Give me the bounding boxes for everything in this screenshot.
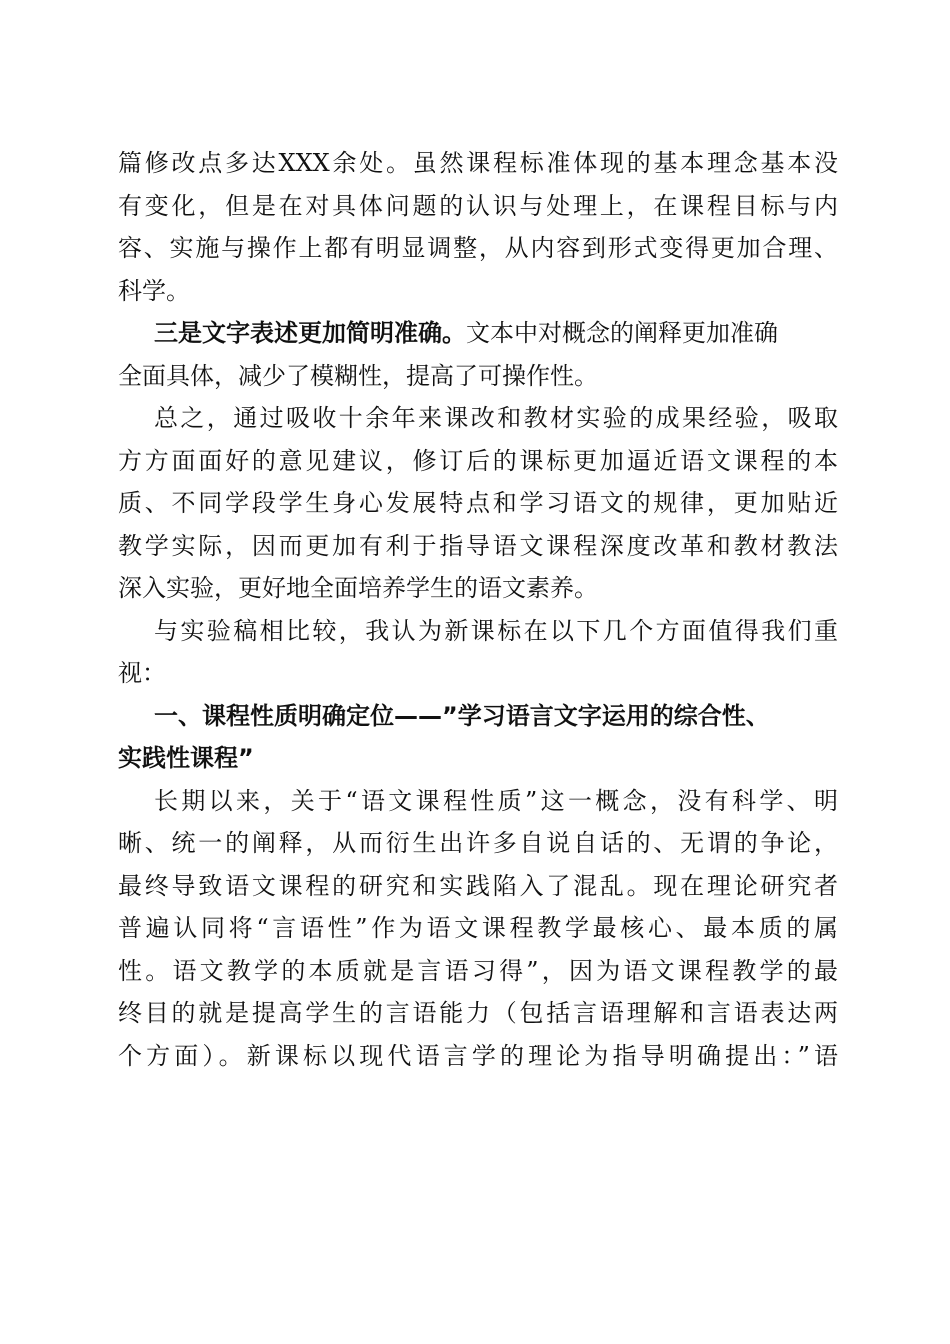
heading-line: 实践性课程” — [118, 744, 254, 772]
text-line: 个方面）。新课标以现代语言学的理论为指导明确提出：”语 — [118, 1041, 838, 1070]
section-heading — [118, 695, 838, 780]
paragraph-lead: 三是文字表述更加简明准确。 — [154, 318, 466, 347]
paragraph-summary — [118, 397, 838, 610]
text-line: 方方面面好的意见建议，修订后的课标更加逼近语文课程的本 — [118, 446, 838, 475]
text-line: 全面具体，减少了模糊性，提高了可操作性。 — [118, 361, 598, 390]
text-line: 教学实际，因而更加有利于指导语文课程深度改革和教材教法 — [118, 531, 838, 560]
document-page — [118, 142, 838, 1077]
text-line: 长期以来，关于“语文课程性质”这一概念，没有科学、明 — [154, 786, 838, 815]
paragraph-comparison-intro — [118, 610, 838, 695]
text-line: 性。语文教学的本质就是言语习得”，因为语文课程教学的最 — [118, 956, 838, 985]
text-line: 总之，通过吸收十余年来课改和教材实验的成果经验，吸取 — [154, 404, 838, 432]
text-line: 普遍认同将“言语性”作为语文课程教学最核心、最本质的属 — [118, 914, 838, 942]
text-line — [118, 312, 838, 355]
text-line: 与实验稿相比较，我认为新课标在以下几个方面值得我们重 — [154, 616, 838, 645]
text-line: 篇修改点多达XXX余处。虽然课程标准体现的基本理念基本没 — [118, 149, 838, 177]
paragraph-course-nature — [118, 780, 838, 1078]
text-line: 容、实施与操作上都有明显调整，从内容到形式变得更加合理、 — [118, 234, 838, 262]
text-line: 科学。 — [118, 276, 190, 305]
text-span: 文本中对概念的阐释更加准确 — [466, 319, 778, 347]
heading-line: 一、课程性质明确定位——”学习语言文字运用的综合性、 — [154, 701, 770, 730]
text-line: 最终导致语文课程的研究和实践陷入了混乱。现在理论研究者 — [118, 871, 838, 900]
paragraph-wording-precise — [118, 312, 838, 397]
text-line: 深入实验，更好地全面培养学生的语文素养。 — [118, 574, 598, 602]
text-line: 质、不同学段学生身心发展特点和学习语文的规律，更加贴近 — [118, 489, 838, 517]
text-line: 有变化，但是在对具体问题的认识与处理上，在课程目标与内 — [118, 191, 838, 220]
text-line: 终目的就是提高学生的言语能力（包括言语理解和言语表达两 — [118, 999, 838, 1027]
text-line: 视： — [118, 659, 166, 687]
text-line: 晰、统一的阐释，从而衍生出许多自说自话的、无谓的争论， — [118, 829, 838, 857]
paragraph-revision-count — [118, 142, 838, 312]
